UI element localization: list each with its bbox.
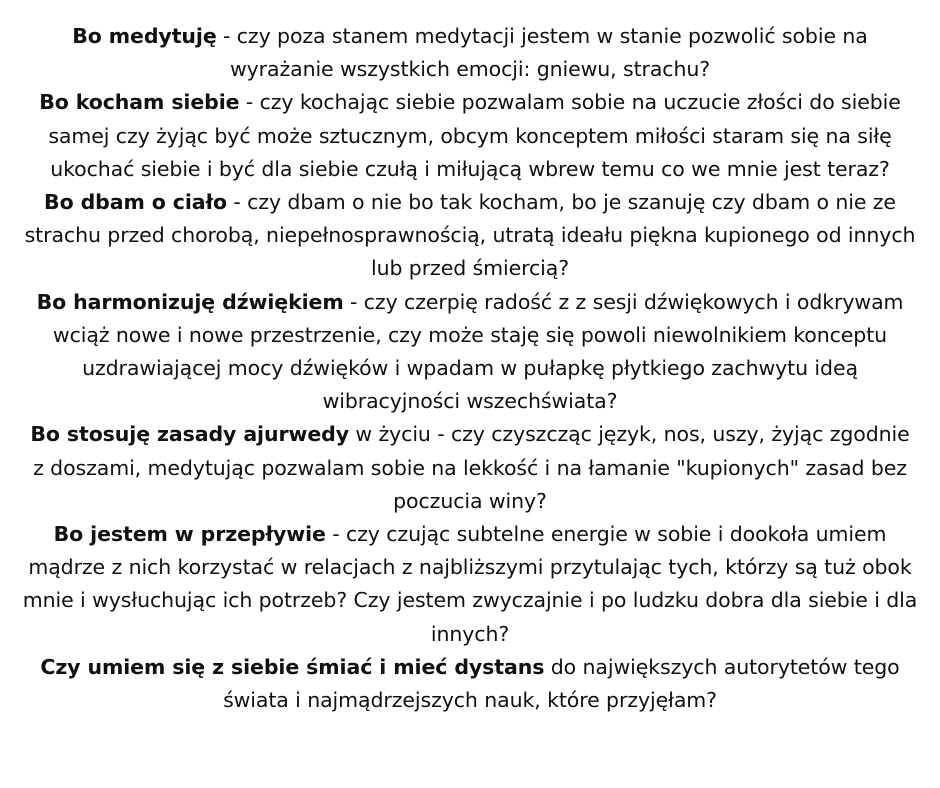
text-block (22, 20, 918, 717)
paragraph-laughter (22, 651, 918, 717)
paragraph-heading: Bo jestem w przepływie (53, 522, 326, 547)
paragraph-sound-harmony (22, 286, 918, 419)
paragraph-body: - czy czując subtelne energie w sobie i dookoła umiem mądrze z nich korzystać w relacjach z najbliższymi przytulając tych, którzy są tuż obok mnie i wysłuchując ich potrzeb? Czy jestem zwyczajnie i po ludzku dobra dla siebie i dla innych? (22, 522, 918, 646)
paragraph-body: do największych autorytetów tego świata i najmądrzejszych nauk, które przyjęłam? (223, 654, 900, 713)
paragraph-heading: Bo harmonizuję dźwiękiem (36, 289, 344, 314)
paragraph-body: - czy czerpię radość z z sesji dźwiękowych i odkrywam wciąż nowe i nowe przestrzenie, czy może staję się powoli niewolnikiem konceptu uzdrawiającej mocy dźwięków i wpadam w pułapkę płytkiego zachwytu ideą wibracyjności wszechświata? (52, 289, 904, 414)
paragraph-ayurveda (22, 418, 918, 518)
paragraph-body-care (22, 186, 918, 286)
paragraph-flow (22, 518, 918, 651)
paragraph-body: - czy poza stanem medytacji jestem w stanie pozwolić sobie na wyrażanie wszystkich emocji: gniewu, strachu? (216, 24, 868, 82)
paragraph-body: - czy kochając siebie pozwalam sobie na uczucie złości do siebie samej czy żyjąc być może sztucznym, obcym konceptem miłości staram się na siłę ukochać siebie i być dla siebie czułą i miłującą wbrew temu co we mnie jest teraz? (48, 90, 901, 181)
paragraph-heading: Czy umiem się z siebie śmiać i mieć dystans (40, 654, 545, 679)
paragraph-heading: Bo medytuję (72, 24, 217, 48)
paragraph-self-love (22, 86, 918, 186)
paragraph-heading: Bo kocham siebie (39, 90, 240, 115)
paragraph-body: - czy dbam o nie bo tak kocham, bo je szanuję czy dbam o nie ze strachu przed chorobą, niepełnosprawnością, utratą ideału piękna kupionego od innych lub przed śmiercią? (24, 190, 916, 281)
paragraph-meditation (22, 20, 918, 86)
paragraph-heading: Bo dbam o ciało (44, 190, 227, 215)
paragraph-body: w życiu - czy czyszcząc język, nos, uszy, żyjąc zgodnie z doszami, medytując pozwalam sobie na lekkość i na łamanie "kupionych" zasad bez poczucia winy? (33, 422, 910, 513)
paragraph-heading: Bo stosuję zasady ajurwedy (30, 422, 349, 447)
